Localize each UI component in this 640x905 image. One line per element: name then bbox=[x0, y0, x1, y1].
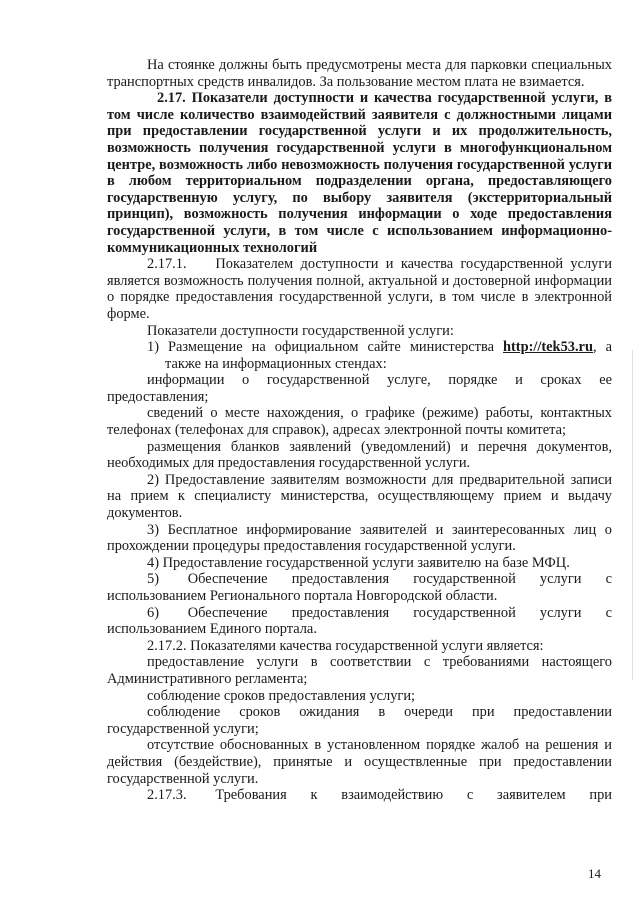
list-item-5: 5) Обеспечение предоставления государственной услуги с использованием Регионального портала Новгородской области. bbox=[107, 571, 612, 604]
accessibility-indicators-intro: Показатели доступности государственной услуги: bbox=[147, 322, 454, 339]
paragraph-2-17-3: 2.17.3. Требования к взаимодействию с заявителем при bbox=[147, 787, 612, 804]
quality-item-complaints: отсутствие обоснованных в установленном порядке жалоб на решения и действия (бездействие), принятые и осуществленные при предоставлении государственной услуги. bbox=[107, 737, 612, 787]
document-body bbox=[107, 57, 612, 804]
list-item-1-text-pre: 1) Размещение на официальном сайте министерства bbox=[147, 339, 503, 356]
paragraph-2-17-2: 2.17.2. Показателями качества государственной услуги является: bbox=[147, 637, 544, 654]
list-item-3: 3) Бесплатное информирование заявителей и заинтересованных лиц о прохождении процедуры предоставления государственной услуги. bbox=[107, 521, 612, 555]
section-2-17-heading: 2.17. Показатели доступности и качества государственной услуги, в том числе количество взаимодействий заявителя с должностными лицами при предоставлении государственной услуги и их продолжительность, возможность получения государственной услуги в многофункциональном центре, возможность либо невозможность получения государственной услуги в любом территориальном подразделении органа, предоставляющего государственную услугу, по выбору заявителя (экстерриториальный принцип), возможность получения информации о ходе предоставления государственной услуги, в том числе с использованием информационно-коммуникационных технологий bbox=[107, 90, 612, 256]
list-item-1 bbox=[107, 339, 612, 372]
info-item-forms: размещения бланков заявлений (уведомлений) и перечня документов, необходимых для предоставления государственной услуги. bbox=[107, 438, 612, 472]
list-item-6: 6) Обеспечение предоставления государственной услуги с использованием Единого портала. bbox=[107, 604, 612, 638]
info-item-service: информации о государственной услуге, порядке и сроках ее предоставления; bbox=[107, 372, 612, 405]
parking-paragraph: На стоянке должны быть предусмотрены места для парковки специальных транспортных средств инвалидов. За пользование местом плата не взимается. bbox=[107, 57, 612, 90]
quality-item-deadlines: соблюдение сроков предоставления услуги; bbox=[147, 687, 416, 704]
ministry-site-link[interactable]: http://tek53.ru bbox=[503, 339, 593, 356]
list-item-1-text-post: , а также на информационных стендах: bbox=[165, 339, 612, 372]
page-number: 14 bbox=[588, 866, 601, 881]
quality-item-compliance: предоставление услуги в соответствии с требованиями настоящего Административного регламента; bbox=[107, 654, 612, 687]
list-item-4: 4) Предоставление государственной услуги заявителю на базе МФЦ. bbox=[147, 554, 570, 571]
paragraph-2-17-1: 2.17.1. Показателем доступности и качества государственной услуги является возможность получения полной, актуальной и достоверной информации о порядке предоставления государственной услуги, в том числе в электронной форме. bbox=[107, 256, 612, 322]
info-item-location: сведений о месте нахождения, о графике (режиме) работы, контактных телефонах (телефонах для справок), адресах электронной почты комитета; bbox=[107, 405, 612, 439]
quality-item-queue: соблюдение сроков ожидания в очереди при предоставлении государственной услуги; bbox=[107, 704, 612, 737]
scan-margin-line bbox=[632, 350, 633, 680]
list-item-2: 2) Предоставление заявителям возможности для предварительной записи на прием к специалисту министерства, осуществляющему прием и выдачу документов. bbox=[107, 471, 612, 522]
